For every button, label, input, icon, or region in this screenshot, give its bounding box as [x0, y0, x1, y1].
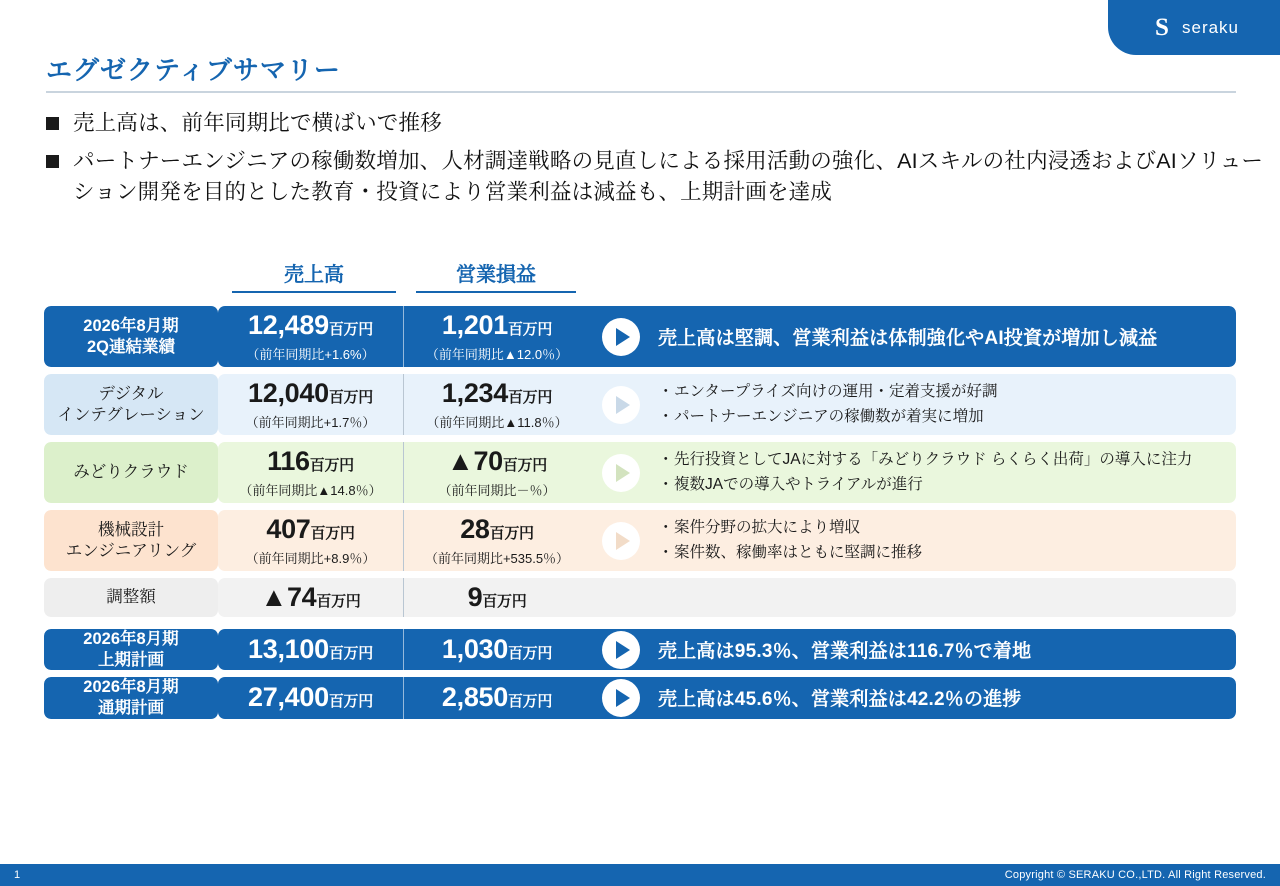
- play-arrow-icon: [602, 679, 640, 717]
- row-headline: 売上高は45.6％、営業利益は42.2％の進捗: [658, 689, 1022, 711]
- table-row: [44, 677, 1236, 718]
- note-bullet-icon: ・: [658, 383, 674, 401]
- notes-cell: [652, 374, 1236, 435]
- row-label: 2026年8月期 通期計画: [44, 677, 218, 718]
- notes-cell: [652, 677, 1236, 718]
- page-number: 1: [14, 869, 21, 881]
- table-row: [44, 629, 1236, 670]
- sales-value: 13,100: [248, 634, 329, 665]
- profit-unit: 百万円: [507, 645, 553, 663]
- sales-cell: [218, 629, 404, 670]
- row-body: [218, 510, 1236, 571]
- bullet-item: [46, 146, 1276, 208]
- profit-cell: [404, 306, 590, 367]
- notes-cell: [652, 578, 1236, 617]
- table-row: [44, 510, 1236, 571]
- bullet-text: 売上高は、前年同期比で横ばいで推移: [73, 111, 442, 135]
- row-body: [218, 578, 1236, 617]
- row-body: [218, 629, 1236, 670]
- sales-unit: 百万円: [328, 389, 373, 406]
- note-text: パートナーエンジニアの稼働数が着実に増加: [674, 407, 984, 425]
- note-text: 先行投資としてJAに対する「みどりクラウド らくらく出荷」の導入に注力: [674, 451, 1193, 469]
- table-row: [44, 374, 1236, 435]
- profit-unit: 百万円: [507, 389, 553, 406]
- sales-cell: [218, 578, 404, 617]
- copyright-text: Copyright © SERAKU CO.,LTD. All Right Reserved.: [1004, 869, 1266, 881]
- brand-logo-text: seraku: [1181, 17, 1240, 37]
- sales-cell: [218, 677, 404, 718]
- arrow-cell: [590, 306, 652, 367]
- sales-unit: 百万円: [328, 645, 373, 663]
- sales-unit: 百万円: [328, 693, 373, 711]
- note-bullet-icon: ・: [658, 451, 674, 469]
- column-header-sales: 売上高: [232, 258, 396, 293]
- row-label: 2026年8月期 上期計画: [44, 629, 218, 670]
- arrow-cell: [590, 374, 652, 435]
- profit-cell: [404, 629, 590, 670]
- sales-unit: 百万円: [316, 593, 361, 610]
- sales-cell: [218, 442, 404, 503]
- row-body: [218, 374, 1236, 435]
- play-arrow-icon: [602, 386, 640, 424]
- sales-value: 12,489: [248, 310, 329, 340]
- note-text: 複数JAでの導入やトライアルが進行: [674, 475, 923, 493]
- profit-unit: 百万円: [482, 593, 527, 610]
- profit-unit: 百万円: [502, 457, 547, 474]
- notes-cell: [652, 306, 1236, 367]
- play-arrow-icon: [602, 522, 640, 560]
- notes-cell: [652, 629, 1236, 670]
- notes-cell: [652, 510, 1236, 571]
- row-body: [218, 677, 1236, 718]
- row-body: [218, 306, 1236, 367]
- sales-yoy: （前年同期比+1.7％）: [245, 415, 376, 430]
- sales-yoy: （前年同期比+8.9％）: [245, 551, 376, 566]
- sales-unit: 百万円: [309, 457, 354, 474]
- sales-value: ▲74: [260, 582, 317, 612]
- row-body: [218, 442, 1236, 503]
- table-row: [44, 306, 1236, 367]
- profit-cell: [404, 442, 590, 503]
- play-arrow-icon: [602, 631, 640, 669]
- sales-value: 407: [266, 514, 311, 544]
- play-arrow-icon: [602, 454, 640, 492]
- row-label: みどりクラウド: [44, 442, 218, 503]
- sales-cell: [218, 510, 404, 571]
- profit-cell: [404, 510, 590, 571]
- seraku-s-logo-icon: S: [1155, 14, 1169, 41]
- footer-bar: [0, 864, 1280, 886]
- profit-value: ▲70: [447, 446, 503, 476]
- profit-cell: [404, 578, 590, 617]
- sales-unit: 百万円: [310, 525, 355, 542]
- profit-value: 28: [460, 514, 490, 544]
- row-label: 機械設計 エンジニアリング: [44, 510, 218, 571]
- bullet-item: [46, 108, 1276, 139]
- note-text: エンタープライズ向けの運用・定着支援が好調: [674, 383, 998, 401]
- arrow-cell: [590, 629, 652, 670]
- table-row: [44, 578, 1236, 617]
- note-text: 案件分野の拡大により増収: [674, 519, 861, 537]
- profit-yoy: （前年同期比▲11.8％）: [426, 415, 568, 430]
- square-bullet-icon: [46, 117, 59, 130]
- note-bullet-icon: ・: [658, 519, 674, 537]
- bullet-text: パートナーエンジニアの稼働数増加、人材調達戦略の見直しによる採用活動の強化、AIスキルの社内浸透およびAIソリューション開発を目的とした教育・投資により営業利益は減益も、上期計画を達成: [73, 149, 1264, 205]
- summary-bullets: [46, 108, 1276, 216]
- arrow-cell: [590, 442, 652, 503]
- page-title: エグゼクティブサマリー: [46, 55, 341, 85]
- profit-value: 1,030: [441, 634, 508, 665]
- row-label: 調整額: [44, 578, 218, 617]
- column-header-profit: 営業損益: [416, 258, 576, 293]
- results-table: [44, 306, 1236, 726]
- profit-value: 1,234: [441, 378, 508, 408]
- note-bullet-icon: ・: [658, 475, 674, 493]
- title-divider: [46, 91, 1236, 93]
- row-headline: 売上高は95.3％、営業利益は116.7％で着地: [658, 641, 1032, 663]
- sales-value: 27,400: [248, 682, 329, 713]
- profit-cell: [404, 374, 590, 435]
- play-arrow-icon: [602, 318, 640, 356]
- square-bullet-icon: [46, 155, 59, 168]
- sales-yoy: （前年同期比+1.6%）: [246, 347, 375, 362]
- arrow-cell: [590, 510, 652, 571]
- row-headline: 売上高は堅調、営業利益は体制強化やAI投資が増加し減益: [658, 328, 1158, 349]
- table-row: [44, 442, 1236, 503]
- note-bullet-icon: ・: [658, 543, 674, 561]
- profit-value: 2,850: [441, 682, 508, 713]
- profit-cell: [404, 677, 590, 718]
- profit-yoy: （前年同期比+535.5％）: [424, 551, 570, 566]
- note-text: 案件数、稼働率はともに堅調に推移: [674, 543, 923, 561]
- sales-value: 12,040: [248, 378, 329, 408]
- sales-cell: [218, 306, 404, 367]
- sales-value: 116: [267, 446, 310, 476]
- row-label: デジタル インテグレーション: [44, 374, 218, 435]
- note-bullet-icon: ・: [658, 407, 674, 425]
- sales-yoy: （前年同期比▲14.8％）: [239, 483, 382, 498]
- sales-cell: [218, 374, 404, 435]
- notes-cell: [652, 442, 1236, 503]
- row-label: 2026年8月期 2Q連結業績: [44, 306, 218, 367]
- arrow-cell: [590, 677, 652, 718]
- sales-unit: 百万円: [328, 321, 373, 338]
- profit-unit: 百万円: [489, 525, 534, 542]
- column-headers: [0, 258, 1280, 294]
- profit-yoy: （前年同期比▲12.0％）: [425, 347, 569, 362]
- profit-value: 1,201: [441, 310, 508, 340]
- profit-yoy: （前年同期比－％）: [438, 483, 556, 498]
- profit-unit: 百万円: [507, 321, 553, 338]
- profit-unit: 百万円: [507, 693, 553, 711]
- arrow-cell: [590, 578, 652, 617]
- profit-value: 9: [467, 582, 483, 612]
- brand-logo-tab: [1108, 0, 1280, 55]
